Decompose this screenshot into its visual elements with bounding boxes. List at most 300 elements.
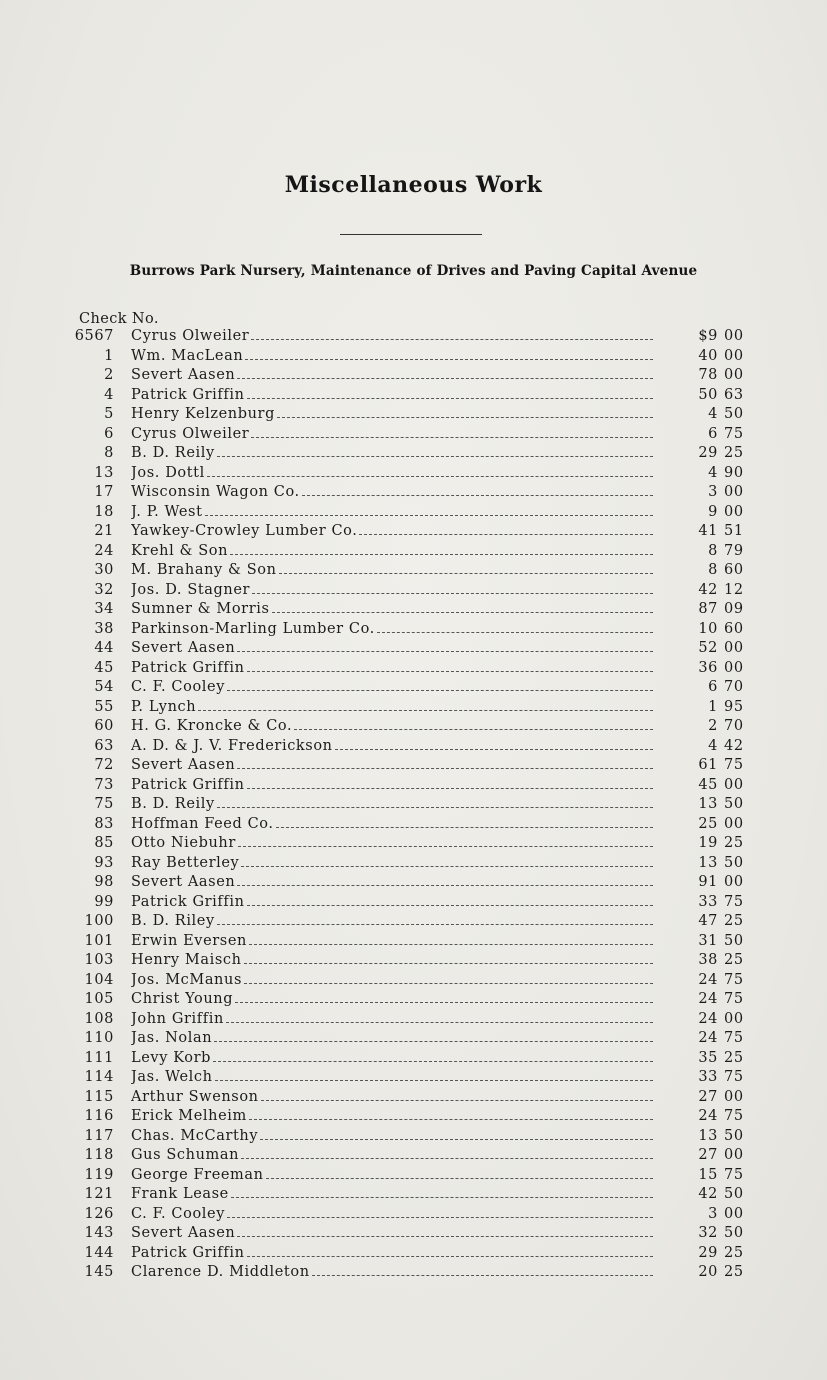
payee-cell xyxy=(131,932,653,952)
payee-name: Yawkey-Crowley Lumber Co. xyxy=(131,523,358,539)
check-number: 110 xyxy=(84,1030,114,1046)
dot-leader xyxy=(241,1146,653,1159)
ledger-row xyxy=(0,561,827,581)
dot-leader xyxy=(227,678,653,691)
payee-cell xyxy=(131,1088,653,1108)
ledger-row xyxy=(0,678,827,698)
check-number: 63 xyxy=(94,737,114,754)
payee-name: Jas. Nolan xyxy=(131,1030,213,1046)
payee-cell xyxy=(131,1263,653,1283)
amount-dollars: 6 xyxy=(708,425,718,442)
payee-cell xyxy=(131,737,653,757)
amount-cents: 50 xyxy=(724,1225,744,1241)
amount-dollars: 25 xyxy=(698,815,718,832)
payee-cell xyxy=(131,912,653,932)
amount-dollars: 36 xyxy=(698,659,718,676)
payee-cell xyxy=(131,795,653,815)
amount-cents: 50 xyxy=(724,854,744,871)
payee-name: Ray Betterley xyxy=(131,854,240,871)
amount-dollars: 35 xyxy=(698,1049,718,1066)
amount-dollars: 42 xyxy=(698,1186,718,1202)
amount-dollars: 13 xyxy=(698,854,718,871)
payee-cell xyxy=(131,522,653,542)
amount-dollars: 91 xyxy=(698,874,718,890)
dot-leader xyxy=(230,542,653,555)
payee-name: Jos. Dottl xyxy=(131,464,205,481)
amount-dollars: 4 xyxy=(708,464,718,481)
check-number: 108 xyxy=(84,1010,114,1027)
check-number: 114 xyxy=(84,1069,114,1085)
payee-cell xyxy=(131,1185,653,1205)
amount-dollars: 78 xyxy=(698,367,718,383)
amount-cents: 09 xyxy=(724,601,744,617)
amount-dollars: 31 xyxy=(698,932,718,949)
dot-leader xyxy=(235,990,653,1003)
amount-dollars: $9 xyxy=(698,328,718,344)
ledger-row xyxy=(0,717,827,737)
ledger-row xyxy=(0,581,827,601)
check-number: 98 xyxy=(94,874,114,890)
check-number: 54 xyxy=(94,679,114,695)
dot-leader xyxy=(238,834,653,847)
payee-cell xyxy=(131,678,653,698)
amount-cents: 79 xyxy=(724,542,744,559)
dot-leader xyxy=(272,600,653,613)
ledger-row xyxy=(0,1127,827,1147)
amount-dollars: 3 xyxy=(708,484,718,500)
check-number: 85 xyxy=(94,835,114,851)
dot-leader xyxy=(261,1088,653,1101)
check-number: 60 xyxy=(94,718,114,734)
payee-name: Jos. D. Stagner xyxy=(131,581,251,598)
ledger-row xyxy=(0,1146,827,1166)
payee-name: Christ Young xyxy=(131,991,234,1007)
amount-dollars: 13 xyxy=(698,1127,718,1144)
dot-leader xyxy=(244,951,653,964)
dot-leader xyxy=(335,737,653,750)
dot-leader xyxy=(245,347,653,360)
ledger-row xyxy=(0,639,827,659)
amount-dollars: 33 xyxy=(698,893,718,910)
amount-dollars: 6 xyxy=(708,679,718,695)
amount-cents: 25 xyxy=(724,952,744,968)
amount-cents: 95 xyxy=(724,698,744,715)
check-number: 100 xyxy=(84,913,114,929)
ledger-row xyxy=(0,1049,827,1069)
check-number: 117 xyxy=(84,1127,114,1144)
ledger-row xyxy=(0,542,827,562)
amount-cents: 25 xyxy=(724,1049,744,1066)
amount-dollars: 27 xyxy=(698,1088,718,1105)
amount-cents: 70 xyxy=(724,679,744,695)
payee-cell xyxy=(131,815,653,835)
amount-dollars: 33 xyxy=(698,1069,718,1085)
payee-name: Jos. McManus xyxy=(131,971,242,988)
ledger-row xyxy=(0,366,827,386)
ledger-row xyxy=(0,1088,827,1108)
ledger-row xyxy=(0,1185,827,1205)
ledger-row xyxy=(0,932,827,952)
check-number: 83 xyxy=(94,815,114,832)
amount-cents: 00 xyxy=(724,659,744,676)
dot-leader xyxy=(217,444,653,457)
amount-cents: 12 xyxy=(724,581,744,598)
amount-cents: 00 xyxy=(724,503,744,520)
payee-cell xyxy=(131,1244,653,1264)
payee-cell xyxy=(131,347,653,367)
check-number: 119 xyxy=(84,1166,114,1183)
check-number: 17 xyxy=(94,484,114,500)
payee-cell xyxy=(131,1166,653,1186)
amount-cents: 00 xyxy=(724,1010,744,1027)
amount-dollars: 29 xyxy=(698,1244,718,1261)
amount-dollars: 24 xyxy=(698,991,718,1007)
check-number: 144 xyxy=(84,1244,114,1261)
payee-name: C. F. Cooley xyxy=(131,679,225,695)
payee-cell xyxy=(131,951,653,971)
payee-cell xyxy=(131,600,653,620)
amount-dollars: 27 xyxy=(698,1147,718,1163)
dot-leader xyxy=(260,1127,653,1140)
dot-leader xyxy=(294,717,653,730)
ledger-row xyxy=(0,1263,827,1283)
amount-dollars: 50 xyxy=(698,386,718,403)
payee-cell xyxy=(131,1146,653,1166)
amount-dollars: 3 xyxy=(708,1205,718,1222)
payee-name: Sumner & Morris xyxy=(131,601,270,617)
amount-cents: 25 xyxy=(724,1244,744,1261)
check-number: 93 xyxy=(94,854,114,871)
payee-cell xyxy=(131,639,653,659)
amount-dollars: 42 xyxy=(698,581,718,598)
dot-leader xyxy=(205,503,653,516)
amount-cents: 25 xyxy=(724,835,744,851)
amount-dollars: 4 xyxy=(708,406,718,422)
ledger-row xyxy=(0,1224,827,1244)
payee-name: Henry Maisch xyxy=(131,952,242,968)
payee-cell xyxy=(131,756,653,776)
dot-leader xyxy=(247,386,653,399)
amount-dollars: 24 xyxy=(698,1030,718,1046)
payee-cell xyxy=(131,834,653,854)
ledger-row xyxy=(0,659,827,679)
payee-cell xyxy=(131,503,653,523)
payee-name: B. D. Reily xyxy=(131,796,215,812)
dot-leader xyxy=(276,815,653,828)
check-number: 6 xyxy=(104,425,114,442)
check-number: 121 xyxy=(84,1186,114,1202)
payee-name: Krehl & Son xyxy=(131,542,229,559)
ledger-row xyxy=(0,815,827,835)
dot-leader xyxy=(252,581,653,594)
payee-name: Frank Lease xyxy=(131,1186,229,1202)
amount-dollars: 19 xyxy=(698,835,718,851)
payee-cell xyxy=(131,366,653,386)
payee-name: Erick Melheim xyxy=(131,1108,247,1124)
payee-cell xyxy=(131,561,653,581)
dot-leader xyxy=(207,464,653,477)
section-subtitle: Burrows Park Nursery, Maintenance of Drives and Paving Capital Avenue xyxy=(129,263,698,279)
ledger-row xyxy=(0,951,827,971)
amount-cents: 00 xyxy=(724,367,744,383)
payee-name: M. Brahany & Son xyxy=(131,562,277,578)
amount-dollars: 1 xyxy=(708,698,718,715)
ledger-row xyxy=(0,990,827,1010)
amount-dollars: 8 xyxy=(708,562,718,578)
amount-cents: 50 xyxy=(724,1186,744,1202)
payee-name: Patrick Griffin xyxy=(131,386,245,403)
dot-leader xyxy=(226,1010,653,1023)
payee-cell xyxy=(131,1049,653,1069)
check-number: 30 xyxy=(94,562,114,578)
payee-name: C. F. Cooley xyxy=(131,1205,225,1222)
dot-leader xyxy=(214,1029,653,1042)
dot-leader xyxy=(227,1205,653,1218)
amount-cents: 00 xyxy=(724,1205,744,1222)
payee-name: Patrick Griffin xyxy=(131,1244,245,1261)
amount-dollars: 24 xyxy=(698,971,718,988)
payee-name: Severt Aasen xyxy=(131,367,236,383)
payee-name: Erwin Eversen xyxy=(131,932,247,949)
ledger-row xyxy=(0,834,827,854)
payee-name: Otto Niebuhr xyxy=(131,835,236,851)
check-number: 38 xyxy=(94,620,114,637)
amount-cents: 50 xyxy=(724,406,744,422)
check-number: 24 xyxy=(94,542,114,559)
payee-name: Patrick Griffin xyxy=(131,776,245,793)
amount-cents: 50 xyxy=(724,932,744,949)
amount-cents: 90 xyxy=(724,464,744,481)
payee-cell xyxy=(131,873,653,893)
dot-leader xyxy=(247,659,653,672)
amount-dollars: 38 xyxy=(698,952,718,968)
ledger-row xyxy=(0,347,827,367)
ledger-row xyxy=(0,1166,827,1186)
check-number: 111 xyxy=(84,1049,114,1066)
amount-dollars: 8 xyxy=(708,542,718,559)
dot-leader xyxy=(241,854,653,867)
amount-cents: 42 xyxy=(724,737,744,754)
payee-name: B. D. Riley xyxy=(131,913,215,929)
check-number: 18 xyxy=(94,503,114,520)
payee-cell xyxy=(131,893,653,913)
amount-dollars: 2 xyxy=(708,718,718,734)
amount-dollars: 15 xyxy=(698,1166,718,1183)
dot-leader xyxy=(231,1185,653,1198)
check-number: 126 xyxy=(84,1205,114,1222)
ledger-row xyxy=(0,1029,827,1049)
check-number: 116 xyxy=(84,1108,114,1124)
payee-cell xyxy=(131,444,653,464)
payee-name: John Griffin xyxy=(131,1010,224,1027)
payee-cell xyxy=(131,327,653,347)
dot-leader xyxy=(247,1244,653,1257)
ledger-row xyxy=(0,1107,827,1127)
check-number: 1 xyxy=(104,347,114,364)
payee-cell xyxy=(131,581,653,601)
amount-dollars: 24 xyxy=(698,1108,718,1124)
ledger-row xyxy=(0,912,827,932)
payee-name: Levy Korb xyxy=(131,1049,211,1066)
amount-dollars: 45 xyxy=(698,776,718,793)
payee-name: B. D. Reily xyxy=(131,445,215,461)
ledger-row xyxy=(0,464,827,484)
ledger-row xyxy=(0,444,827,464)
payee-name: Patrick Griffin xyxy=(131,659,245,676)
dot-leader xyxy=(217,795,653,808)
dot-leader xyxy=(302,483,653,496)
dot-leader xyxy=(237,639,653,652)
payee-name: Severt Aasen xyxy=(131,640,236,656)
amount-dollars: 41 xyxy=(698,523,718,539)
payee-cell xyxy=(131,542,653,562)
payee-name: Parkinson-Marling Lumber Co. xyxy=(131,620,375,637)
payee-name: Chas. McCarthy xyxy=(131,1127,259,1144)
amount-dollars: 52 xyxy=(698,640,718,656)
dot-leader xyxy=(359,522,653,535)
payee-name: A. D. & J. V. Frederickson xyxy=(131,737,333,754)
amount-cents: 00 xyxy=(724,347,744,364)
check-number: 21 xyxy=(94,523,114,539)
dot-leader xyxy=(251,425,653,438)
amount-cents: 75 xyxy=(724,757,744,773)
amount-cents: 50 xyxy=(724,796,744,812)
dot-leader xyxy=(377,620,653,633)
amount-cents: 75 xyxy=(724,1166,744,1183)
amount-cents: 25 xyxy=(724,913,744,929)
payee-cell xyxy=(131,1205,653,1225)
payee-cell xyxy=(131,425,653,445)
amount-dollars: 40 xyxy=(698,347,718,364)
payee-name: Cyrus Olweiler xyxy=(131,425,250,442)
payee-name: H. G. Kroncke & Co. xyxy=(131,718,293,734)
ledger-row xyxy=(0,795,827,815)
amount-dollars: 47 xyxy=(698,913,718,929)
payee-cell xyxy=(131,483,653,503)
dot-leader xyxy=(237,873,653,886)
check-number: 105 xyxy=(84,991,114,1007)
payee-name: J. P. West xyxy=(131,503,203,520)
check-number: 4 xyxy=(104,386,114,403)
dot-leader xyxy=(312,1263,653,1276)
amount-cents: 50 xyxy=(724,1127,744,1144)
payee-cell xyxy=(131,1068,653,1088)
ledger-row xyxy=(0,1244,827,1264)
dot-leader xyxy=(244,971,653,984)
check-number: 73 xyxy=(94,776,114,793)
payee-cell xyxy=(131,405,653,425)
amount-dollars: 4 xyxy=(708,737,718,754)
amount-cents: 25 xyxy=(724,445,744,461)
dot-leader xyxy=(213,1049,653,1062)
check-number: 2 xyxy=(104,367,114,383)
dot-leader xyxy=(279,561,653,574)
amount-cents: 63 xyxy=(724,386,744,403)
dot-leader xyxy=(215,1068,653,1081)
ledger-row xyxy=(0,405,827,425)
amount-cents: 75 xyxy=(724,991,744,1007)
check-number: 104 xyxy=(84,971,114,988)
check-number-header: Check No. xyxy=(79,311,159,327)
check-number: 32 xyxy=(94,581,114,598)
check-number: 8 xyxy=(104,445,114,461)
amount-cents: 00 xyxy=(724,640,744,656)
ledger-row xyxy=(0,1068,827,1088)
title-rule xyxy=(340,234,482,235)
ledger-row xyxy=(0,776,827,796)
amount-dollars: 20 xyxy=(698,1264,718,1280)
ledger-row xyxy=(0,873,827,893)
amount-dollars: 87 xyxy=(698,601,718,617)
amount-cents: 75 xyxy=(724,893,744,910)
amount-dollars: 61 xyxy=(698,757,718,773)
amount-dollars: 13 xyxy=(698,796,718,812)
ledger-row xyxy=(0,483,827,503)
payee-cell xyxy=(131,717,653,737)
amount-dollars: 29 xyxy=(698,445,718,461)
dot-leader xyxy=(237,756,653,769)
payee-name: Patrick Griffin xyxy=(131,893,245,910)
amount-cents: 70 xyxy=(724,718,744,734)
dot-leader xyxy=(237,1224,653,1237)
dot-leader xyxy=(237,366,653,379)
amount-cents: 00 xyxy=(724,776,744,793)
ledger-row xyxy=(0,327,827,347)
payee-name: Hoffman Feed Co. xyxy=(131,815,274,832)
check-number: 99 xyxy=(94,893,114,910)
payee-cell xyxy=(131,1107,653,1127)
amount-cents: 75 xyxy=(724,971,744,988)
check-number: 103 xyxy=(84,952,114,968)
payee-name: Henry Kelzenburg xyxy=(131,406,275,422)
check-number: 45 xyxy=(94,659,114,676)
amount-cents: 00 xyxy=(724,328,744,344)
amount-dollars: 9 xyxy=(708,503,718,520)
payee-cell xyxy=(131,698,653,718)
payee-cell xyxy=(131,386,653,406)
dot-leader xyxy=(247,776,653,789)
payee-name: P. Lynch xyxy=(131,698,197,715)
amount-cents: 60 xyxy=(724,562,744,578)
payee-cell xyxy=(131,1010,653,1030)
payee-cell xyxy=(131,990,653,1010)
amount-cents: 75 xyxy=(724,425,744,442)
dot-leader xyxy=(251,327,653,340)
amount-cents: 75 xyxy=(724,1069,744,1085)
payee-name: Arthur Swenson xyxy=(131,1088,259,1105)
amount-cents: 75 xyxy=(724,1108,744,1124)
payee-name: Severt Aasen xyxy=(131,757,236,773)
ledger-row xyxy=(0,425,827,445)
payee-cell xyxy=(131,464,653,484)
check-number: 145 xyxy=(84,1264,114,1280)
check-number: 101 xyxy=(84,932,114,949)
payee-cell xyxy=(131,620,653,640)
dot-leader xyxy=(247,893,653,906)
ledger-row xyxy=(0,386,827,406)
amount-dollars: 24 xyxy=(698,1010,718,1027)
ledger-row xyxy=(0,1010,827,1030)
ledger-row xyxy=(0,620,827,640)
payee-name: Severt Aasen xyxy=(131,874,236,890)
amount-dollars: 10 xyxy=(698,620,718,637)
ledger-row xyxy=(0,600,827,620)
ledger-row xyxy=(0,737,827,757)
amount-cents: 60 xyxy=(724,620,744,637)
ledger-row xyxy=(0,1205,827,1225)
ledger-row xyxy=(0,854,827,874)
payee-name: Wisconsin Wagon Co. xyxy=(131,484,300,500)
